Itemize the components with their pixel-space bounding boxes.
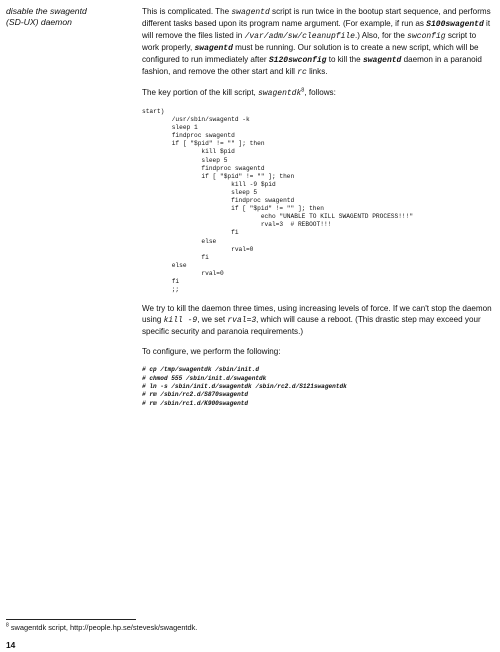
text-run: links. xyxy=(306,67,328,76)
inline-code: rc xyxy=(297,68,307,77)
text-run: , we set xyxy=(197,315,228,325)
footnote-number: 8 xyxy=(6,622,9,629)
footnote-divider xyxy=(6,619,136,620)
text-run: to kill the xyxy=(326,55,363,64)
text-run: , which will cause a reboot. (This drastic step may exceed your specific security and paranoia requirements.) xyxy=(142,315,481,337)
main-text-column xyxy=(142,6,492,408)
text-run: We try to kill the daemon three times, using increasing levels of force. If we can't stop the daemon using xyxy=(142,304,492,325)
explanation-paragraph xyxy=(142,303,492,337)
footnote xyxy=(6,623,197,632)
text-run: .) Also, for the xyxy=(354,31,408,40)
footnote-ref: 8 xyxy=(301,87,305,94)
inline-code: /var/adm/sw/cleanupfile xyxy=(244,32,355,41)
inline-code: swconfig xyxy=(407,32,446,41)
inline-code: swagentd xyxy=(362,56,402,65)
page-number: 14 xyxy=(6,640,16,650)
inline-code: swagentdk xyxy=(258,89,302,98)
text-run: The key portion of the kill script, xyxy=(142,88,259,97)
intro-paragraph xyxy=(142,6,492,78)
text-run: must be running. Our solution is to create a new script, which will be configured to run immediately after xyxy=(142,43,479,64)
kill-script-code-block: start) /usr/sbin/swagentd -k sleep 1 findproc swagentd if [ "$pid" != "" ]; then kill $pid sleep 5 findproc swagentd if [ "$pid" != "" ]; then kill -9 $pid sleep 5 findproc swagentd if [ "$pid" != "" ]; then echo "UNABLE TO KILL SWAGENTD PROCESS!!!" rval=3 # REBOOT!!! fi else rval=0 fi else rval=0 fi ;; xyxy=(142,108,414,294)
inline-code: S120swconfig xyxy=(268,56,327,65)
margin-heading-line-1: disable the swagentd xyxy=(6,6,87,16)
kill-script-intro xyxy=(142,87,492,99)
inline-code: swagentd xyxy=(194,44,233,53)
margin-heading-line-2: (SD-UX) daemon xyxy=(6,17,72,27)
inline-code: kill -9 xyxy=(163,316,198,326)
text-run: , follows: xyxy=(304,88,336,97)
text-run: daemon in a paranoid fashion, and remove the other start and kill xyxy=(142,55,482,76)
inline-code: rval=3 xyxy=(227,316,257,326)
text-run: script to work properly, xyxy=(142,31,477,52)
inline-code: swagentd xyxy=(231,8,270,17)
inline-code: S100swagentd xyxy=(426,20,484,29)
footnote-text: swagentdk script, http://people.hp.se/stevesk/swagentdk. xyxy=(8,623,198,632)
configure-paragraph: To configure, we perform the following: xyxy=(142,347,281,357)
configure-commands: # cp /tmp/swagentdk /sbin/init.d # chmod 555 /sbin/init.d/swagentdk # ln -s /sbin/init.d/swagentdk /sbin/rc2.d/S121swagentdk # rm /sbin/rc2.d/S870swagentd # rm /sbin/rc1.d/K900swagentd xyxy=(142,366,347,407)
text-run: script is run twice in the bootup start sequence, and performs different tasks based upon its program name argument. (For example, if run as xyxy=(142,7,491,28)
text-run: it will remove the files listed in xyxy=(142,19,491,40)
text-run: This is complicated. The xyxy=(142,7,232,16)
margin-heading xyxy=(6,6,124,28)
